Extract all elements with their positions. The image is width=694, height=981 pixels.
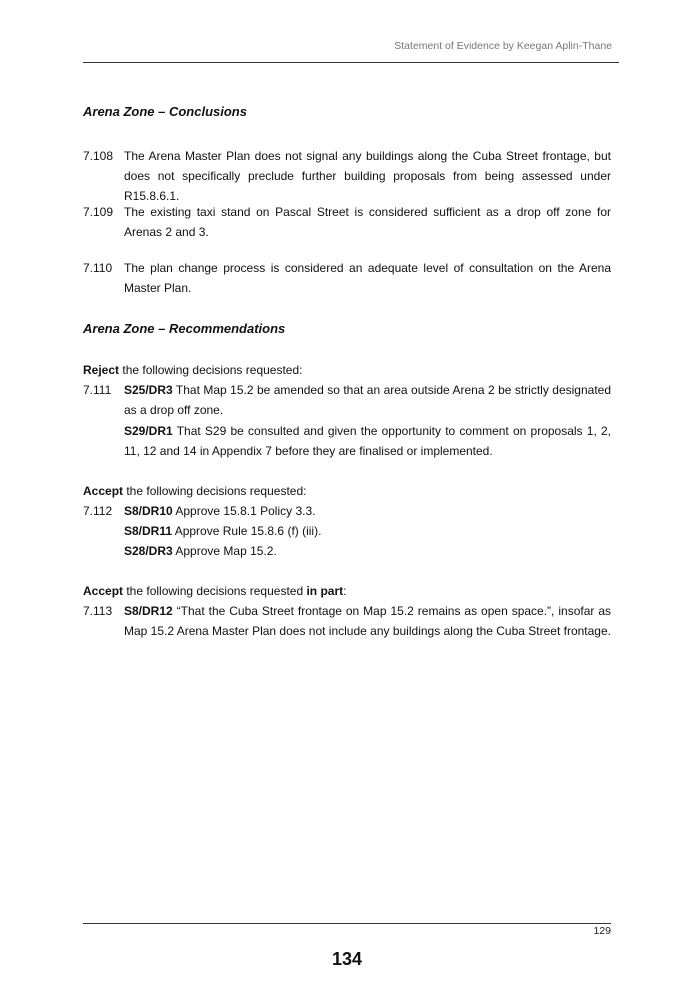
decision-code: S8/DR10 [124,504,173,518]
decision-code: S28/DR3 [124,544,173,558]
paragraph-text: The plan change process is considered an adequate level of consultation on the Arena Master Plan. [124,261,611,295]
paragraph-text: The Arena Master Plan does not signal any buildings along the Cuba Street frontage, but does not specifically preclude further building proposals from being assessed under R15.8.6.1. [124,149,611,203]
decision-code: S29/DR1 [124,424,173,438]
paragraph-number: 7.111 [83,383,112,397]
reject-intro [83,360,302,380]
decision-text: “That the Cuba Street frontage on Map 15.2 remains as open space.”, insofar as Map 15.2 Arena Master Plan does not include any buildings along the Cuba Street frontage. [124,604,611,638]
paragraph-number: 7.110 [83,261,113,275]
decision-text: Approve 15.8.1 Policy 3.3. [172,504,316,518]
accept-part-intro [83,581,346,601]
decision-text: Approve Rule 15.8.6 (f) (iii). [172,524,322,538]
decision-item [124,380,611,420]
accept-part-lead-text: the following decisions requested [123,584,307,598]
decision-item [124,601,611,641]
decision-code: S25/DR3 [124,383,173,397]
reject-lead-text: the following decisions requested: [119,363,303,377]
accept-lead-bold: Accept [83,484,124,498]
reject-lead-bold: Reject [83,363,120,377]
section-heading-conclusions: Arena Zone – Conclusions [83,104,247,119]
section-heading-recommendations: Arena Zone – Recommendations [83,321,286,336]
accept-part-colon: : [343,584,347,598]
accept-part-in-part: in part [306,584,344,598]
paragraph-number: 7.109 [83,205,114,219]
paragraph-number: 7.108 [83,149,114,163]
bundle-page-number: 134 [331,949,363,969]
decision-item [124,501,611,521]
footer-rule [83,923,611,924]
decision-text: That Map 15.2 be amended so that an area outside Arena 2 be strictly designated as a drop off zone. [124,383,611,417]
decision-text: Approve Map 15.2. [172,544,277,558]
decision-item [124,421,611,461]
accept-part-lead-bold: Accept [83,584,124,598]
decision-item [124,541,611,561]
decision-code: S8/DR12 [124,604,173,618]
accept-intro [83,481,306,501]
paragraph-number: 7.113 [83,604,113,618]
decision-text: That S29 be consulted and given the opportunity to comment on proposals 1, 2, 11, 12 and 14 in Appendix 7 before they are finalised or implemented. [124,424,611,458]
page-number: 129 [593,925,611,937]
accept-lead-text: the following decisions requested: [123,484,307,498]
running-header: Statement of Evidence by Keegan Aplin-Thane [394,40,612,52]
header-rule [83,62,619,63]
decision-code: S8/DR11 [124,524,173,538]
paragraph-number: 7.112 [83,504,113,518]
decision-item [124,521,611,541]
paragraph-text: The existing taxi stand on Pascal Street is considered sufficient as a drop off zone for Arenas 2 and 3. [124,205,611,239]
